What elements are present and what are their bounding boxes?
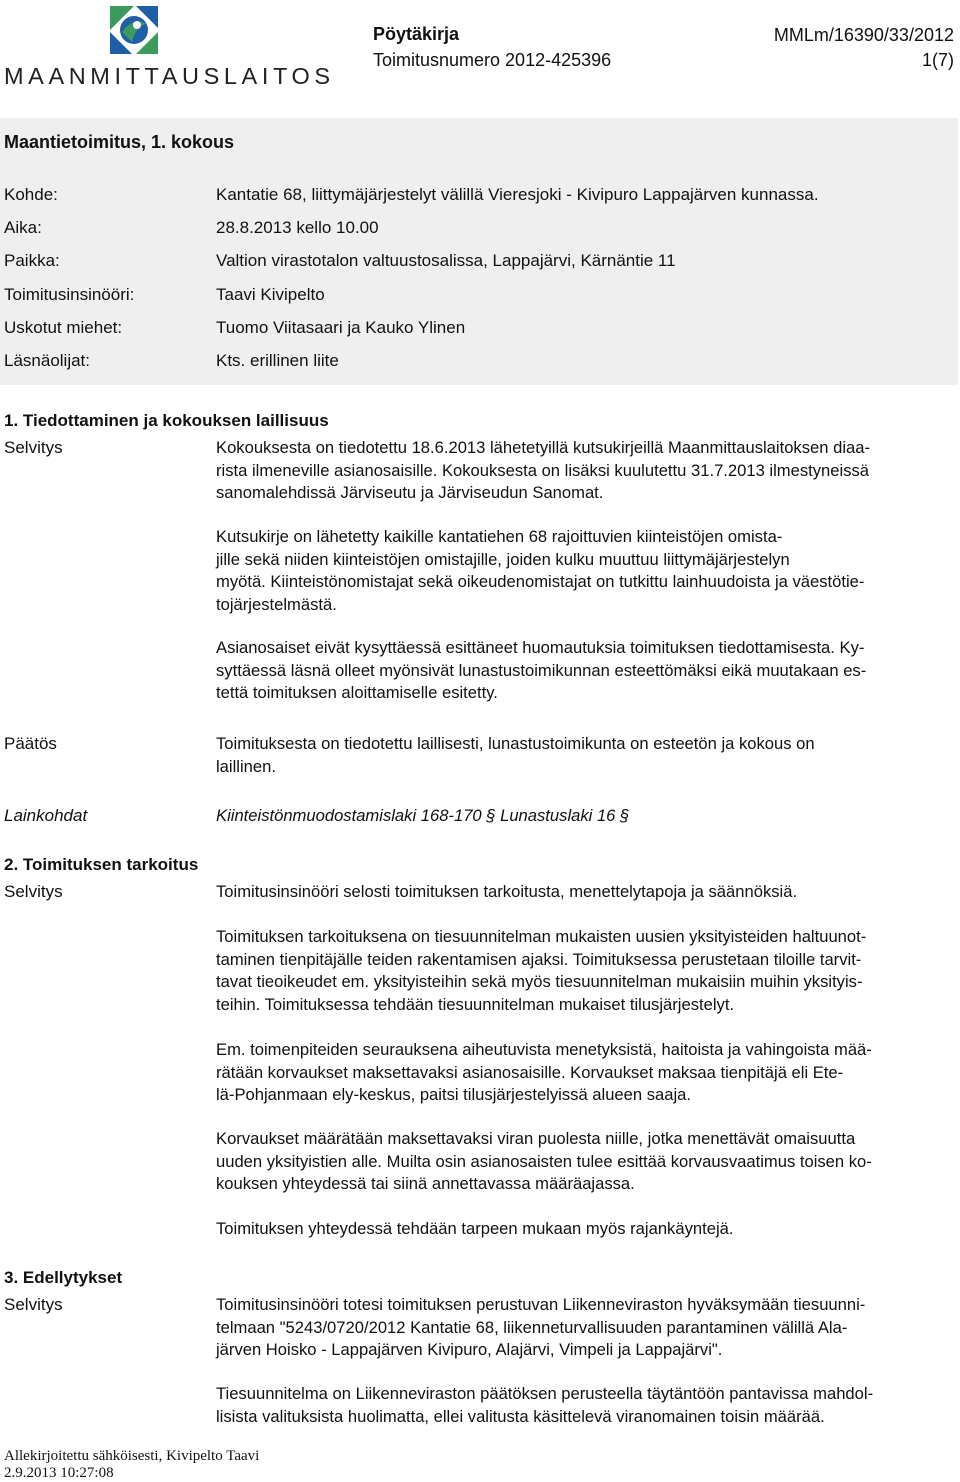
meeting-value-aika: 28.8.2013 kello 10.00 bbox=[216, 218, 379, 237]
meeting-label-toimitusinsinoori: Toimitusinsinööri: bbox=[4, 285, 135, 304]
section-1-paatos: Toimituksesta on tiedotettu laillisesti, lunastustoimikunta on esteetön ja kokous on laillinen. bbox=[216, 734, 815, 776]
meeting-label-paikka: Paikka: bbox=[4, 251, 60, 270]
logo-wordmark: MAANMITTAUSLAITOS bbox=[4, 63, 335, 89]
section-1-paragraph-1: Kokouksesta on tiedotettu 18.6.2013 lähetetyillä kutsukirjeillä Maanmittauslaitoksen diaa- rista ilmeneville asianosaisille. Kokouksesta on lisäksi kuulutettu 31.7.2013 ilmestyneissä sanomalehdissä Järviseutu ja Järviseudun Sanomat. bbox=[216, 438, 870, 502]
section-1-paragraph-2: Kutsukirje on lähetetty kaikille kantatiehen 68 rajoittuvien kiinteistöjen omista- jille sekä niiden kiinteistöjen omistajille, joiden kulku muuttuu liittymäjärjestelyn myötä. Kiinteistönomistajat sekä oikeudenomistajat on tutkittu lainhuudoista ja väestötie- tojärjestelmästä. bbox=[216, 527, 865, 614]
meeting-label-lasnaolijat: Läsnäolijat: bbox=[4, 351, 91, 370]
signature-timestamp: 2.9.2013 10:27:08 bbox=[4, 1465, 114, 1481]
electronic-signature bbox=[4, 1448, 259, 1482]
section-1-lainkohdat-label: Lainkohdat bbox=[4, 806, 88, 825]
section-3-paragraph-2: Tiesuunnitelma on Liikenneviraston päätöksen perusteella täytäntöön pantavissa mahdol- lisista valituksista huolimatta, ellei valitusta käsittelevä viranomainen toisin määrää. bbox=[216, 1384, 874, 1426]
meeting-value-kohde: Kantatie 68, liittymäjärjestelyt välillä Vieresjoki - Kivipuro Lappajärven kunnassa. bbox=[216, 185, 819, 204]
meeting-value-uskotut-miehet: Tuomo Viitasaari ja Kauko Ylinen bbox=[216, 318, 466, 337]
section-2-paragraph-5: Toimituksen yhteydessä tehdään tarpeen mukaan myös rajankäyntejä. bbox=[216, 1219, 734, 1238]
section-2-selvitys-label: Selvitys bbox=[4, 882, 63, 901]
meeting-value-lasnaolijat: Kts. erillinen liite bbox=[216, 351, 339, 370]
meeting-title: Maantietoimitus, 1. kokous bbox=[4, 132, 235, 152]
meeting-value-paikka: Valtion virastotalon valtuustosalissa, Lappajärvi, Kärnäntie 11 bbox=[216, 251, 676, 270]
section-3-title: 3. Edellytykset bbox=[4, 1268, 123, 1287]
section-3-paragraph-1: Toimitusinsinööri totesi toimituksen perustuvan Liikenneviraston hyväksymään tiesuunni- telmaan "5243/0720/2012 Kantatie 68, liikenneturvallisuuden parantaminen välillä Ala- järven Hoisko - Lappajärven Kivipuro, Alajärvi, Vimpeli ja Lappajärvi". bbox=[216, 1295, 866, 1359]
section-2-title: 2. Toimituksen tarkoitus bbox=[4, 855, 199, 874]
section-1-selvitys-label: Selvitys bbox=[4, 438, 63, 457]
section-1-title: 1. Tiedottaminen ja kokouksen laillisuus bbox=[4, 411, 329, 430]
signature-text: Allekirjoitettu sähköisesti, Kivipelto Taavi bbox=[4, 1448, 260, 1464]
section-2-paragraph-2: Toimituksen tarkoituksena on tiesuunnitelman mukaisten uusien yksityisteiden haltuunot- taminen tienpitäjälle teiden rakentamisen ajaksi. Toimituksessa perustetaan tiloille tarvit- tavat tieoikeudet em. yksityisteihin sekä myös tiesuunnitelman mukaisiin muihin yksityis- teihin. Toimituksessa tehdään tiesuunnitelman mukaiset tilusjärjestelyt. bbox=[216, 927, 867, 1014]
section-1-lainkohdat: Kiinteistönmuodostamislaki 168-170 § Lunastuslaki 16 § bbox=[216, 806, 630, 825]
section-2-paragraph-1: Toimitusinsinööri selosti toimituksen tarkoitusta, menettelytapoja ja säännöksiä. bbox=[216, 882, 798, 901]
section-1-paatos-label: Päätös bbox=[4, 734, 57, 753]
document-type: Pöytäkirja bbox=[373, 24, 460, 44]
section-2-paragraph-4: Korvaukset määrätään maksettavaksi viran puolesta niille, jotka menettävät omaisuutta uuden yksityistien alle. Muilta osin asianosaisten tulee esittää korvausvaatimus toisen ko- kouksen yhteydessä tai siinä annettavassa määräajassa. bbox=[216, 1129, 872, 1193]
maanmittauslaitos-logo-icon bbox=[106, 2, 162, 58]
document-number: MMLm/16390/33/2012 bbox=[773, 25, 954, 45]
meeting-label-uskotut-miehet: Uskotut miehet: bbox=[4, 318, 123, 337]
toimitusnumero: Toimitusnumero 2012-425396 bbox=[373, 50, 612, 70]
meeting-label-aika: Aika: bbox=[4, 218, 42, 237]
meeting-value-toimitusinsinoori: Taavi Kivipelto bbox=[216, 285, 325, 304]
page-number: 1(7) bbox=[921, 50, 954, 70]
section-2-paragraph-3: Em. toimenpiteiden seurauksena aiheutuvista menetyksistä, haitoista ja vahingoista mää- rätään korvaukset maksettavaksi asianosaisille. Korvaukset maksaa tienpitäjä eli Ete- lä-Pohjanmaan ely-keskus, paitsi tilusjärjestelyissä alueen saaja. bbox=[216, 1040, 872, 1104]
section-1-paragraph-3: Asianosaiset eivät kysyttäessä esittäneet huomautuksia toimituksen tiedottamisesta. Ky- syttäessä läsnä olleet myönsivät lunastustoimikunnan esteettömäksi eikä muutakaan es- tettä toimituksen aloittamiselle esitetty. bbox=[216, 638, 867, 702]
meeting-label-kohde: Kohde: bbox=[4, 185, 58, 204]
section-3-selvitys-label: Selvitys bbox=[4, 1295, 63, 1314]
